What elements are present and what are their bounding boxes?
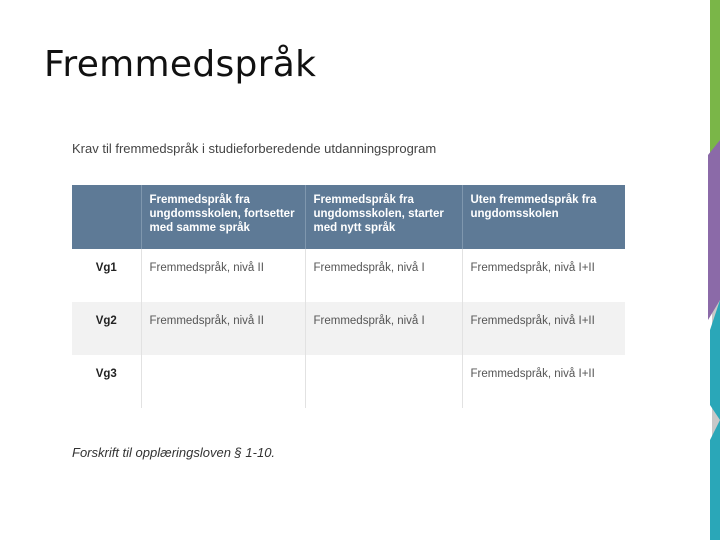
table-cell: Fremmedspråk, nivå II (141, 302, 305, 355)
table-row-vg3 (72, 355, 625, 408)
table-cell: Fremmedspråk, nivå II (141, 249, 305, 302)
level-cell: Vg3 (72, 355, 141, 408)
table-row-vg1 (72, 249, 625, 302)
level-cell: Vg1 (72, 249, 141, 302)
table-caption: Krav til fremmedspråk i studieforberedende utdanningsprogram (72, 141, 437, 156)
decorative-stripe-border (696, 0, 720, 540)
table-header-row (72, 185, 625, 249)
table-cell: Fremmedspråk, nivå I (305, 302, 462, 355)
header-start-new-language: Fremmedspråk fra ungdomsskolen, starter med nytt språk (305, 185, 462, 249)
level-cell: Vg2 (72, 302, 141, 355)
header-level (72, 185, 141, 249)
header-no-language: Uten fremmedspråk fra ungdomsskolen (462, 185, 625, 249)
table-row-vg2 (72, 302, 625, 355)
table-cell: Fremmedspråk, nivå I+II (462, 249, 625, 302)
header-continue-same-language: Fremmedspråk fra ungdomsskolen, fortsetter med samme språk (141, 185, 305, 249)
table-cell (305, 355, 462, 408)
stripe-green (710, 0, 720, 155)
stripe-purple (708, 140, 720, 320)
stripe-teal-lower (710, 420, 720, 540)
stripe-teal (710, 300, 720, 420)
source-citation: Forskrift til opplæringsloven § 1-10. (72, 445, 276, 460)
slide-title: Fremmedspråk (44, 44, 317, 85)
table-cell: Fremmedspråk, nivå I+II (462, 302, 625, 355)
table-cell: Fremmedspråk, nivå I (305, 249, 462, 302)
table-cell: Fremmedspråk, nivå I+II (462, 355, 625, 408)
table-cell (141, 355, 305, 408)
requirements-table (72, 185, 625, 408)
